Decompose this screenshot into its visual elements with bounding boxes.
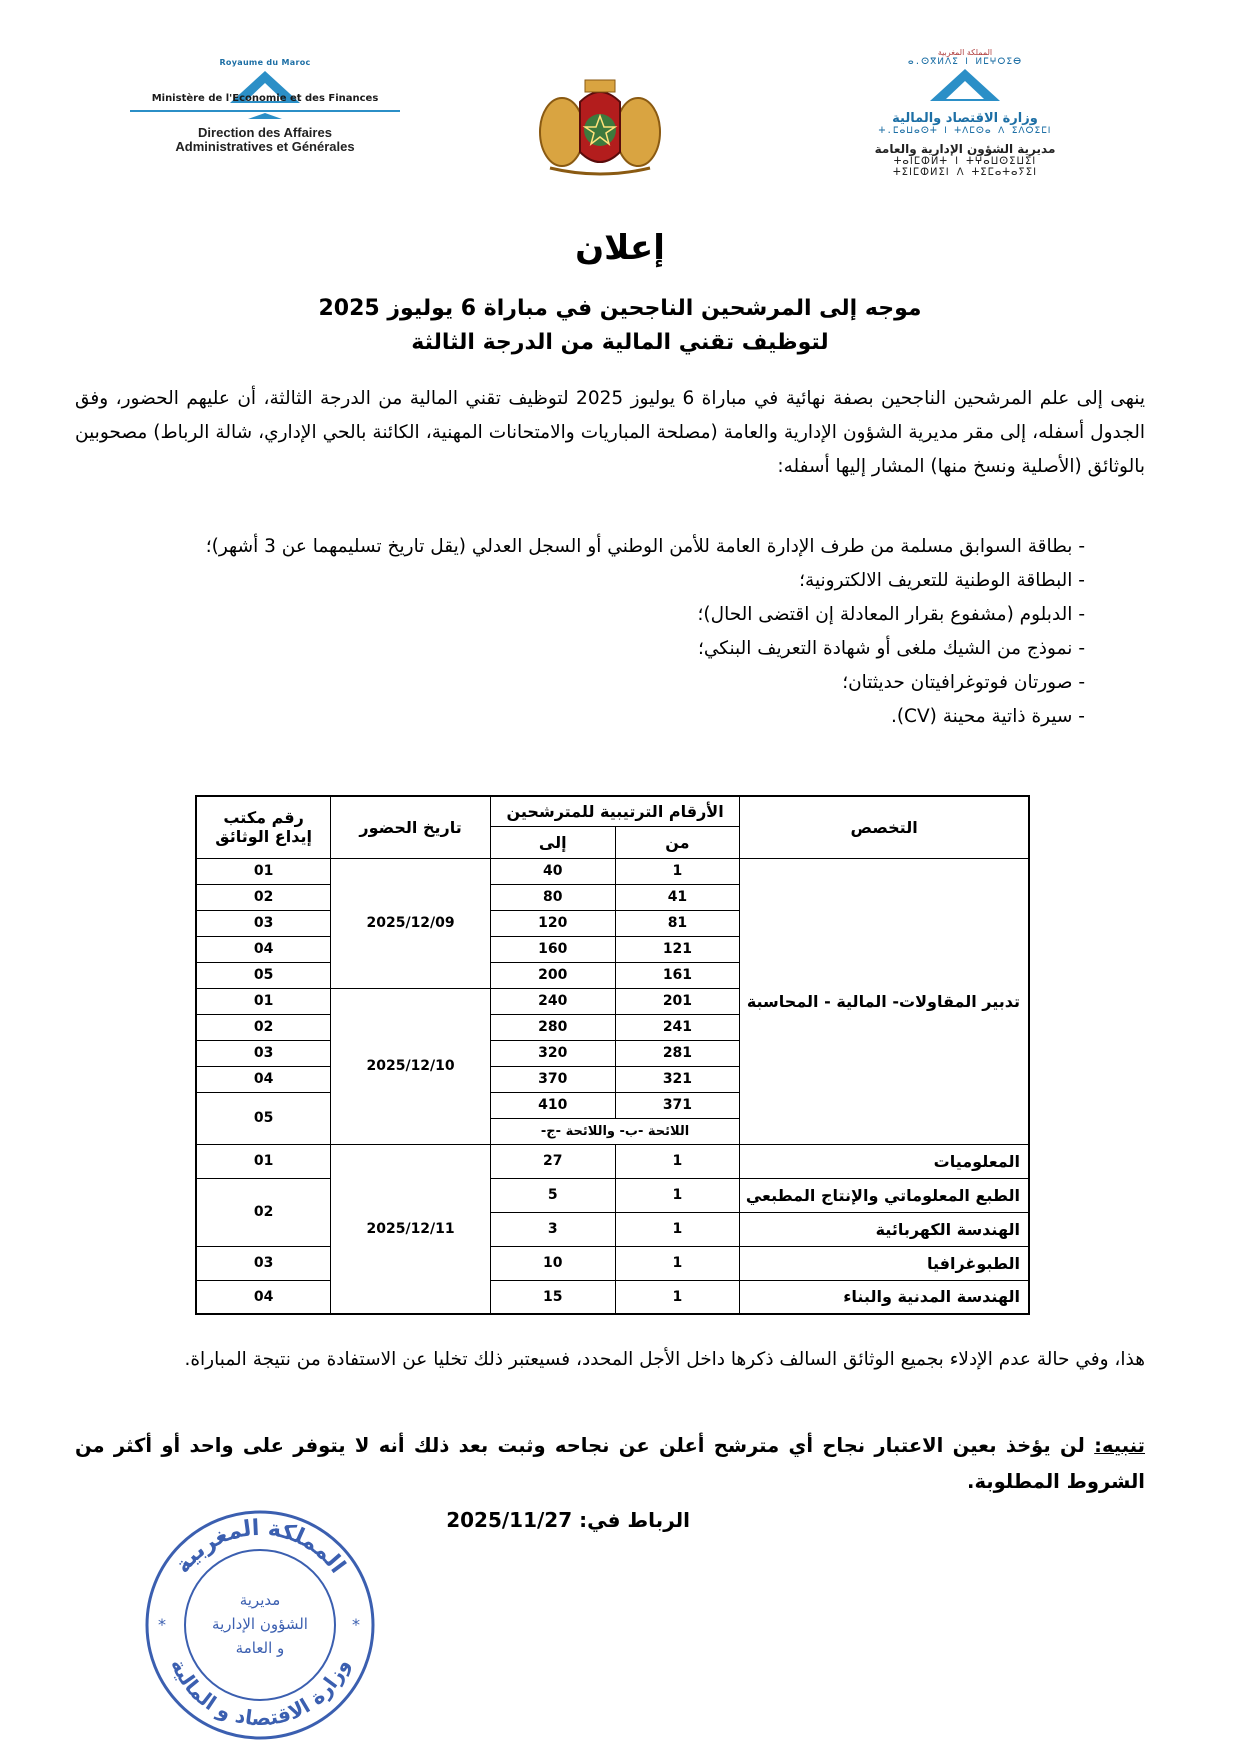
list-item: - بطاقة السوابق مسلمة من طرف الإدارة العامة للأمن الوطني أو السجل العدلي (يقل تاريخ تسليمهما عن 3 أشهر)؛ xyxy=(205,536,1085,557)
spec-cell: الطبوغرافيا xyxy=(740,1246,1029,1280)
cell-office: 01 xyxy=(196,858,331,884)
cell-from: 1 xyxy=(615,858,740,884)
cell-from: 81 xyxy=(615,910,740,936)
cell-from: 1 xyxy=(615,1280,740,1314)
intro-paragraph: ينهى إلى علم المرشحين الناجحين بصفة نهائية في مباراة 6 يوليوز 2025 لتوظيف تقني المالية من الدرجة الثالثة، أن عليهم الحضور، وفق الجدول أسفله، إلى مقر مديرية الشؤون الإدارية والعامة (مصلحة المباريات والامتحانات المهنية، الكائنة بالحي الإداري، شالة الرباط) مصحوبين بالوثائق (الأصلية ونسخ منها) المشار إليها أسفله: xyxy=(75,388,1145,477)
ministry-ar: وزارة الاقتصاد والمالية xyxy=(892,111,1038,126)
cell-date: 2025/12/10 xyxy=(331,988,491,1144)
cell-from: 1 xyxy=(615,1144,740,1178)
cell-to: 200 xyxy=(490,962,615,988)
svg-text:*: * xyxy=(352,1615,360,1634)
cell-date: 2025/12/11 xyxy=(331,1144,491,1314)
cell-to: 3 xyxy=(490,1212,615,1246)
header-to: إلى xyxy=(490,826,615,858)
header-date: تاريخ الحضور xyxy=(331,796,491,858)
cell-office: 01 xyxy=(196,1144,331,1178)
stamp-inner-2: الشؤون الإدارية xyxy=(212,1615,308,1633)
country-fr: Royaume du Maroc xyxy=(219,58,311,67)
cell-office: 05 xyxy=(196,1092,331,1144)
cell-to: 160 xyxy=(490,936,615,962)
cell-office: 05 xyxy=(196,962,331,988)
cell-to: 370 xyxy=(490,1066,615,1092)
schedule-table xyxy=(195,795,1030,1315)
direction-tifinagh-1: ⵜⴰⵏⵎⵀⵍⵜ ⵏ ⵜⵖⴰⵡⵙⵉⵡⵉⵏ xyxy=(893,156,1037,167)
cell-from: 321 xyxy=(615,1066,740,1092)
header-left xyxy=(130,58,400,154)
stamp-inner-1: مديرية xyxy=(239,1591,281,1609)
header-ranks: الأرقام الترتيبية للمترشحين xyxy=(490,796,739,826)
cell-from: 1 xyxy=(615,1212,740,1246)
cell-to: 410 xyxy=(490,1092,615,1118)
cell-to: 27 xyxy=(490,1144,615,1178)
cell-from: 371 xyxy=(615,1092,740,1118)
direction-fr-2: Administratives et Générales xyxy=(175,139,355,154)
cell-from: 201 xyxy=(615,988,740,1014)
direction-tifinagh-2: ⵜⵉⵏⵎⵀⵍⵉⵏ ⴷ ⵜⵉⵎⴰⵜⴰⵢⵉⵏ xyxy=(892,167,1038,178)
documents-list xyxy=(75,530,1085,734)
header-office-line-1: رقم مكتب xyxy=(223,808,304,828)
warning-label: تنبيه: xyxy=(1094,1434,1145,1457)
stamp-outer-bottom: وزارة الاقتصاد و المالية xyxy=(166,1655,354,1731)
header-right xyxy=(830,48,1100,178)
header-from: من xyxy=(615,826,740,858)
stamp-seal-icon xyxy=(140,1505,380,1745)
cell-to: 15 xyxy=(490,1280,615,1314)
official-stamp xyxy=(140,1505,380,1745)
list-item: - صورتان فوتوغرافيتان حديثتان؛ xyxy=(842,672,1085,693)
coat-of-arms-icon xyxy=(530,72,670,182)
cell-office: 01 xyxy=(196,988,331,1014)
list-item: - سيرة ذاتية محينة (CV). xyxy=(890,706,1085,727)
subtitle-line-2: لتوظيف تقني المالية من الدرجة الثالثة xyxy=(411,330,829,355)
cell-to: 40 xyxy=(490,858,615,884)
cell-office: 03 xyxy=(196,1246,331,1280)
direction-fr-1: Direction des Affaires xyxy=(198,125,332,140)
cell-to: 240 xyxy=(490,988,615,1014)
list-item: - الدبلوم (مشفوع بقرار المعادلة إن اقتضى الحال)؛ xyxy=(697,604,1085,625)
spec-cell: الهندسة المدنية والبناء xyxy=(740,1280,1029,1314)
direction-ar: مديرية الشؤون الإدارية والعامة xyxy=(874,142,1056,156)
cell-to: 5 xyxy=(490,1178,615,1212)
place-date-label: الرباط في: xyxy=(579,1508,690,1532)
cell-office: 03 xyxy=(196,1040,331,1066)
cell-from: 1 xyxy=(615,1178,740,1212)
ministry-fr: Ministère de l'Economie et des Finances xyxy=(151,93,379,104)
cell-to: 80 xyxy=(490,884,615,910)
header-office-line-2: إيداع الوثائق xyxy=(215,827,312,847)
stamp-inner-3: و العامة xyxy=(235,1639,285,1657)
cell-office: 04 xyxy=(196,1066,331,1092)
cell-from: 41 xyxy=(615,884,740,910)
cell-from: 121 xyxy=(615,936,740,962)
spec-cell: الطبع المعلوماتي والإنتاج المطبعي xyxy=(740,1178,1029,1212)
cell-office: 02 xyxy=(196,1178,331,1246)
cell-to: 10 xyxy=(490,1246,615,1280)
stamp-outer-top: المملكة المغربية xyxy=(170,1515,350,1579)
country-ar: المملكة المغربية xyxy=(937,48,993,57)
header-specialty: التخصص xyxy=(740,796,1029,858)
spec-main: تدبير المقاولات- المالية - المحاسبة xyxy=(740,858,1029,1144)
cell-office: 02 xyxy=(196,1014,331,1040)
cell-office: 03 xyxy=(196,910,331,936)
spec-cell: الهندسة الكهربائية xyxy=(740,1212,1029,1246)
place-date xyxy=(440,1508,690,1532)
list-item: - البطاقة الوطنية للتعريف الالكترونية؛ xyxy=(799,570,1085,591)
svg-text:المملكة المغربية xyxy=(170,1516,350,1578)
cell-from: 281 xyxy=(615,1040,740,1066)
list-item: - نموذج من الشيك ملغى أو شهادة التعريف البنكي؛ xyxy=(697,638,1085,659)
cell-to: 320 xyxy=(490,1040,615,1066)
place-date-value: 2025/11/27 xyxy=(446,1508,573,1532)
warning-paragraph xyxy=(75,1428,1145,1500)
subtitle-line-1: موجه إلى المرشحين الناجحين في مباراة 6 يوليوز 2025 xyxy=(318,296,922,321)
spec-cell: المعلوميات xyxy=(740,1144,1029,1178)
cell-office: 02 xyxy=(196,884,331,910)
cell-to: 120 xyxy=(490,910,615,936)
ministry-logo-right-icon xyxy=(830,67,1100,107)
svg-text:وزارة الاقتصاد و المالية xyxy=(166,1655,354,1730)
country-tifinagh: ⴰ.ⵙⴳⵍⴷⵉ ⵏ ⵍⵎⵖⵔⵉⴱ xyxy=(907,57,1023,67)
closing-paragraph: هذا، وفي حالة عدم الإدلاء بجميع الوثائق السالف ذكرها داخل الأجل المحدد، فسيعتبر ذلك تخليا عن الاستفادة من نتيجة المباراة. xyxy=(184,1349,1145,1370)
cell-office: 04 xyxy=(196,1280,331,1314)
page-title: إعلان xyxy=(575,228,665,268)
warning-text: لن يؤخذ بعين الاعتبار نجاح أي مترشح أعلن عن نجاحه وثبت بعد ذلك أنه لا يتوفر على واحد أو أكثر من الشروط المطلوبة. xyxy=(75,1434,1145,1493)
cell-date: 2025/12/09 xyxy=(331,858,491,988)
ministry-tifinagh: ⵜ.ⵎⴰⵡⴰⵙⵜ ⵏ ⵜⴷⵎⵙⴰ ⴷ ⵉⴷⵔⵉⵎⵏ xyxy=(878,126,1052,136)
cell-from: 1 xyxy=(615,1246,740,1280)
cell-from: 241 xyxy=(615,1014,740,1040)
lists-note: اللائحة -ب- واللائحة -ج- xyxy=(490,1118,739,1144)
cell-from: 161 xyxy=(615,962,740,988)
cell-to: 280 xyxy=(490,1014,615,1040)
svg-text:*: * xyxy=(158,1615,166,1634)
header-office xyxy=(196,796,331,858)
cell-office: 04 xyxy=(196,936,331,962)
